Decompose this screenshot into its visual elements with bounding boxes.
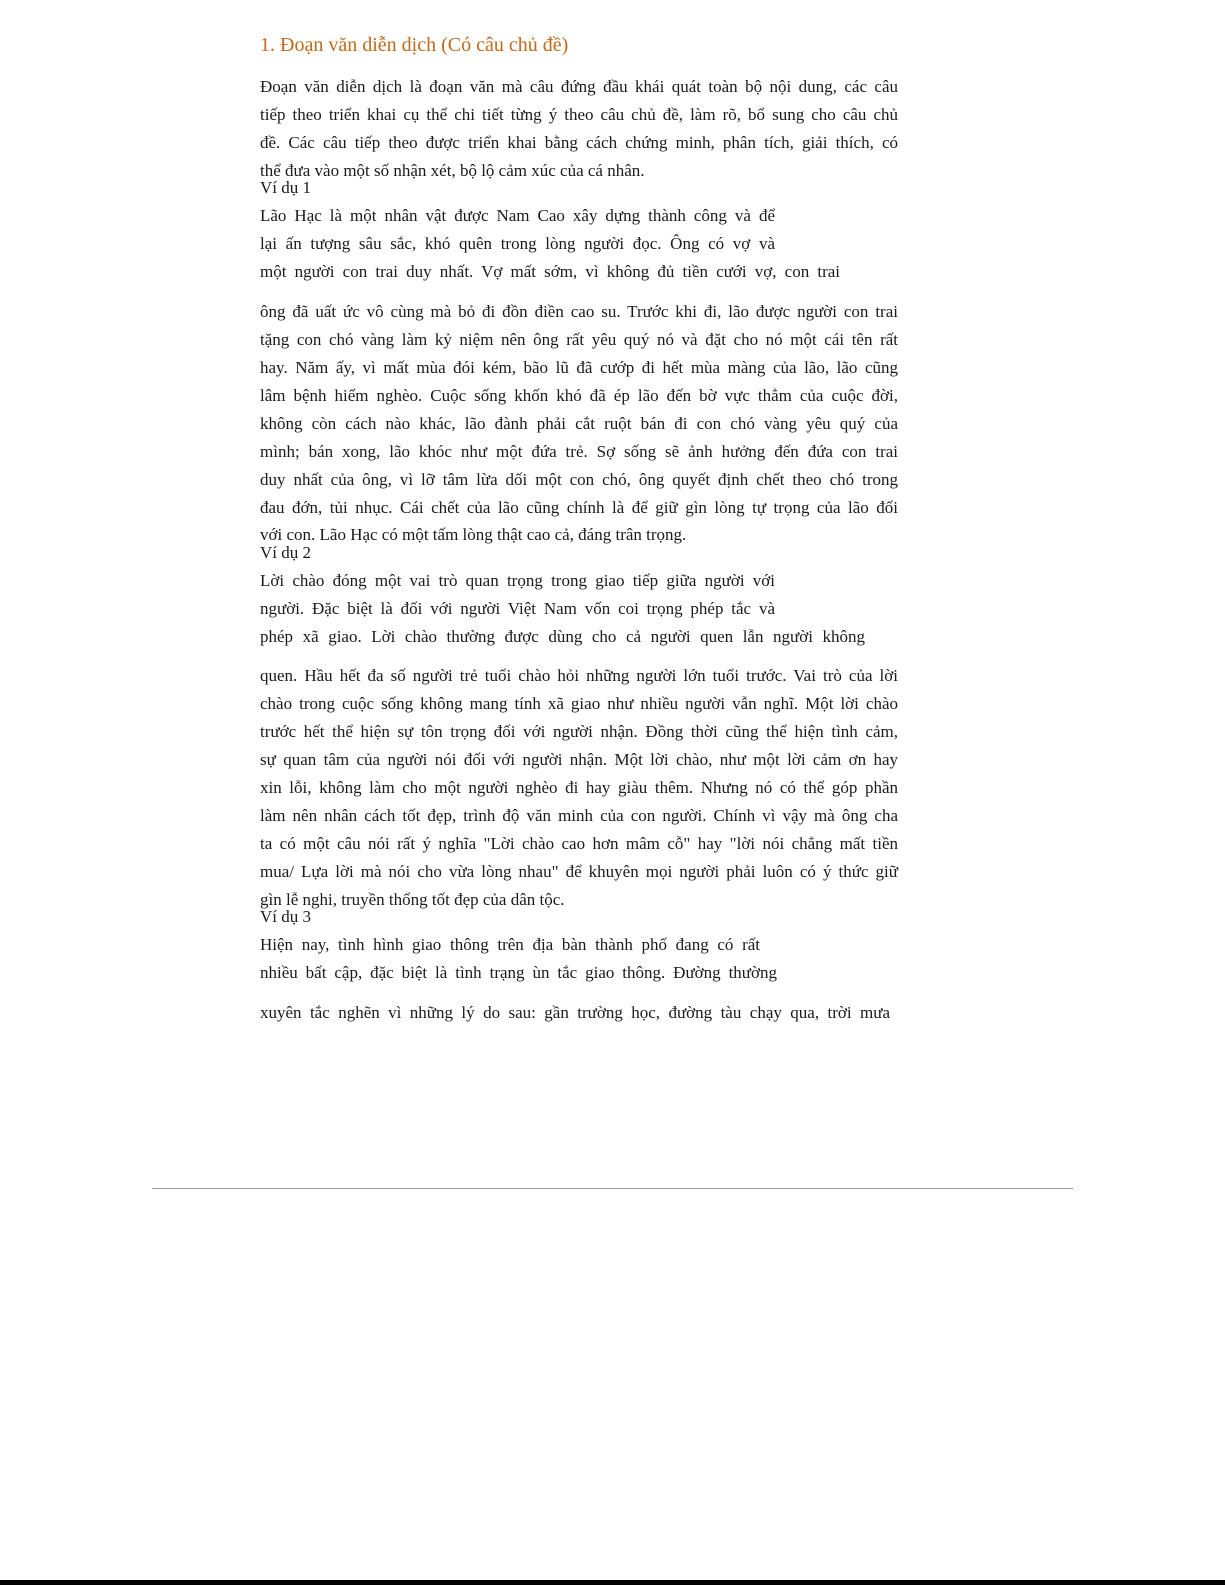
example-line: tặng con chó vàng làm kỷ niệm nên ông rất yêu quý nó và đặt cho nó một cái tên rất: [260, 330, 898, 349]
example-line: người. Đặc biệt là đối với người Việt Nam vốn coi trọng phép tắc và: [260, 599, 775, 618]
example-line: đau đớn, tủi nhục. Cái chết của lão cũng chính là để giữ gìn lòng tự trọng của lão đối: [260, 498, 898, 517]
example-line: chào trong cuộc sống không mang tính xã giao như nhiều người vẫn nghĩ. Một lời chào: [260, 694, 898, 713]
example-line: nhiều bất cập, đặc biệt là tình trạng ùn tắc giao thông. Đường thường: [260, 963, 777, 982]
example-line: xin lỗi, không làm cho một người nghèo đi hay giàu thêm. Nhưng nó có thể góp phần: [260, 778, 898, 797]
example-line: Lời chào đóng một vai trò quan trọng trong giao tiếp giữa người với: [260, 571, 775, 590]
intro-line: đề. Các câu tiếp theo được triển khai bằng cách chứng minh, phân tích, giải thích, có: [260, 133, 898, 152]
example-line: lại ấn tượng sâu sắc, khó quên trong lòng người đọc. Ông có vợ và: [260, 234, 775, 253]
example-line: lâm bệnh hiểm nghèo. Cuộc sống khốn khó đã ép lão đến bờ vực thẳm của cuộc đời,: [260, 386, 898, 405]
example-line: mình; bán xong, lão khóc như một đứa trẻ. Sợ sống sẽ ảnh hưởng đến đứa con trai: [260, 442, 898, 461]
example-line: một người con trai duy nhất. Vợ mất sớm, vì không đủ tiền cưới vợ, con trai: [260, 262, 840, 281]
example-label: Ví dụ 3: [260, 907, 311, 926]
example-line: không còn cách nào khác, lão đành phải cắt ruột bán đi con chó vàng yêu quý của: [260, 414, 898, 433]
intro-line: tiếp theo triển khai cụ thể chi tiết từng ý theo câu chủ đề, làm rõ, bổ sung cho câu chủ: [260, 105, 898, 124]
bottom-edge: [0, 1580, 1225, 1585]
example-label: Ví dụ 2: [260, 543, 311, 562]
example-line: mua/ Lựa lời mà nói cho vừa lòng nhau" để khuyên mọi người phải luôn có ý thức giữ: [260, 862, 898, 881]
example-line: xuyên tắc nghẽn vì những lý do sau: gần trường học, đường tàu chạy qua, trời mưa: [260, 1003, 890, 1022]
example-line: ông đã uất ức vô cùng mà bỏ đi đồn điền cao su. Trước khi đi, lão được người con trai: [260, 302, 898, 321]
example-line: sự quan tâm của người nói đối với người nhận. Một lời chào, như một lời cảm ơn hay: [260, 750, 898, 769]
example-line: quen. Hầu hết đa số người trẻ tuổi chào hỏi những người lớn tuổi trước. Vai trò của lời: [260, 666, 898, 685]
example-line: Hiện nay, tình hình giao thông trên địa bàn thành phố đang có rất: [260, 935, 760, 954]
example-line: trước hết thể hiện sự tôn trọng đối với người nhận. Đồng thời cũng thể hiện tình cảm,: [260, 722, 898, 741]
example-line: duy nhất của ông, vì lỡ tâm lừa dối một con chó, ông quyết định chết theo chó trong: [260, 470, 898, 489]
intro-line: thể đưa vào một số nhận xét, bộ lộ cảm xúc của cá nhân.: [260, 161, 645, 180]
example-line: làm nên nhân cách tốt đẹp, trình độ văn minh của con người. Chính vì vậy mà ông cha: [260, 806, 898, 825]
page-divider: [152, 1188, 1073, 1189]
example-line: hay. Năm ấy, vì mất mùa đói kém, bão lũ đã cướp đi hết mùa màng của lão, lão cũng: [260, 358, 898, 377]
example-line: phép xã giao. Lời chào thường được dùng cho cả người quen lẫn người không: [260, 627, 865, 646]
example-line: với con. Lão Hạc có một tấm lòng thật cao cả, đáng trân trọng.: [260, 525, 687, 544]
example-line: gìn lễ nghi, truyền thống tốt đẹp của dân tộc.: [260, 890, 565, 909]
example-label: Ví dụ 1: [260, 178, 311, 197]
section-heading: 1. Đoạn văn diễn dịch (Có câu chủ đề): [260, 34, 569, 56]
intro-line: Đoạn văn diễn dịch là đoạn văn mà câu đứng đầu khái quát toàn bộ nội dung, các câu: [260, 77, 898, 96]
example-line: ta có một câu nói rất ý nghĩa "Lời chào cao hơn mâm cỗ" hay "lời nói chẳng mất tiền: [260, 834, 898, 853]
example-line: Lão Hạc là một nhân vật được Nam Cao xây dựng thành công và để: [260, 206, 775, 225]
